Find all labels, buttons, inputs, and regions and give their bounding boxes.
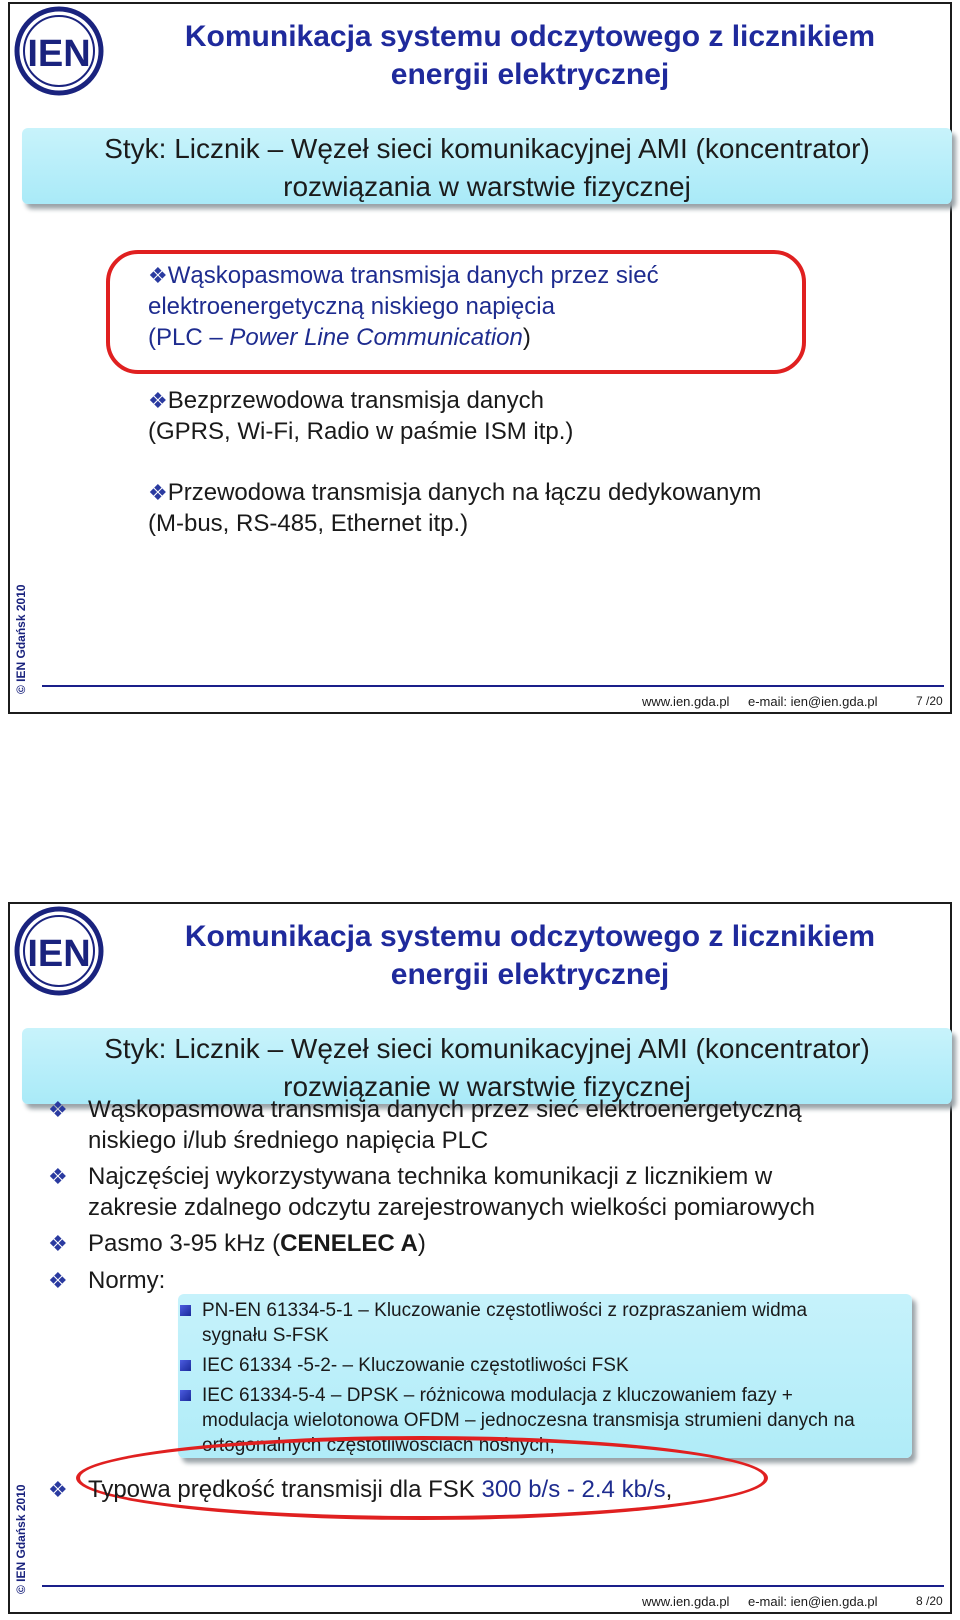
title-line-1: Komunikacja systemu odczytowego z licznikiem bbox=[184, 920, 876, 953]
diamond-bullet-icon: ❖ bbox=[48, 1164, 68, 1189]
square-bullet-icon bbox=[180, 1305, 191, 1316]
slide-8 bbox=[8, 902, 952, 1614]
diamond-bullet-icon: ❖ bbox=[48, 1097, 68, 1122]
list-item: ❖ Wąskopasmowa transmisja danych przez sieć elektroenergetyczną niskiego i/lub średniego napięcia PLC bbox=[48, 1096, 802, 1154]
diamond-bullet-icon: ❖ bbox=[48, 1231, 68, 1256]
page-number: 7 /20 bbox=[916, 694, 943, 708]
ien-logo bbox=[14, 906, 104, 996]
topic-banner bbox=[22, 1028, 952, 1104]
diamond-bullet-icon: ❖ bbox=[148, 388, 168, 413]
svg-text:© IEN Gdańsk 2010: © IEN Gdańsk 2010 bbox=[14, 584, 28, 694]
square-bullet-icon bbox=[180, 1360, 191, 1371]
slide-title bbox=[120, 18, 940, 94]
diamond-bullet-icon: ❖ bbox=[148, 480, 168, 505]
copyright-vertical bbox=[12, 1464, 30, 1604]
page-number: 8 /20 bbox=[916, 1594, 943, 1608]
list-item: ❖Przewodowa transmisja danych na łączu dedykowanym (M-bus, RS-485, Ethernet itp.) bbox=[148, 479, 762, 537]
norm-item: IEC 61334 -5-2- – Kluczowanie częstotliwości FSK bbox=[202, 1355, 629, 1376]
norm-item: IEC 61334-5-4 – DPSK – różnicowa modulacja z kluczowaniem fazy + modulacja wielotonowa OFDM – jednoczesna transmisja strumieni danych na ortogonalnych częstotliwościach nośnych, bbox=[202, 1385, 855, 1456]
diamond-bullet-icon: ❖ bbox=[148, 263, 168, 288]
footer-divider bbox=[42, 685, 944, 687]
title-line-2: energii elektrycznej bbox=[390, 958, 670, 991]
copyright-vertical bbox=[12, 564, 30, 704]
slide-title bbox=[120, 918, 940, 994]
svg-text:IEN: IEN bbox=[27, 933, 91, 975]
slide-7 bbox=[8, 2, 952, 714]
list-item: ❖ Najczęściej wykorzystywana technika komunikacji z licznikiem w zakresie zdalnego odczytu zarejestrowanych wielkości pomiarowych bbox=[48, 1163, 815, 1221]
diamond-bullet-icon: ❖ bbox=[48, 1268, 68, 1293]
list-item: ❖ Typowa prędkość transmisji dla FSK 300 b/s - 2.4 kb/s, bbox=[48, 1476, 673, 1503]
title-line-1: Komunikacja systemu odczytowego z licznikiem bbox=[184, 20, 876, 53]
footer-email[interactable]: e-mail: ien@ien.gda.pl bbox=[748, 694, 878, 709]
ien-logo bbox=[14, 6, 104, 96]
norm-item: PN-EN 61334-5-1 – Kluczowanie częstotliwości z rozpraszaniem widma sygnału S-FSK bbox=[202, 1300, 808, 1346]
footer-divider bbox=[42, 1585, 944, 1587]
banner-line-1: Styk: Licznik – Węzeł sieci komunikacyjnej AMI (koncentrator) bbox=[104, 1033, 870, 1064]
svg-text:© IEN Gdańsk 2010: © IEN Gdańsk 2010 bbox=[14, 1484, 28, 1594]
svg-text:IEN: IEN bbox=[27, 33, 91, 75]
title-line-2: energii elektrycznej bbox=[390, 58, 670, 91]
diamond-bullet-icon: ❖ bbox=[48, 1477, 68, 1502]
list-item: ❖Bezprzewodowa transmisja danych (GPRS, Wi-Fi, Radio w paśmie ISM itp.) bbox=[148, 387, 574, 445]
banner-line-2: rozwiązanie w warstwie fizycznej bbox=[283, 1071, 691, 1102]
banner-line-2: rozwiązania w warstwie fizycznej bbox=[283, 171, 691, 202]
square-bullet-icon bbox=[180, 1390, 191, 1401]
list-item: ❖ Normy: bbox=[48, 1267, 166, 1294]
topic-banner bbox=[22, 128, 952, 204]
banner-line-1: Styk: Licznik – Węzeł sieci komunikacyjnej AMI (koncentrator) bbox=[104, 133, 870, 164]
footer-email[interactable]: e-mail: ien@ien.gda.pl bbox=[748, 1594, 878, 1609]
footer-website[interactable]: www.ien.gda.pl bbox=[642, 694, 730, 709]
list-item: ❖Wąskopasmowa transmisja danych przez sieć elektroenergetyczną niskiego napięcia (PLC – Power Line Communication) bbox=[148, 262, 659, 351]
footer-website[interactable]: www.ien.gda.pl bbox=[642, 1594, 730, 1609]
list-item: ❖ Pasmo 3-95 kHz (CENELEC A) bbox=[48, 1230, 426, 1257]
